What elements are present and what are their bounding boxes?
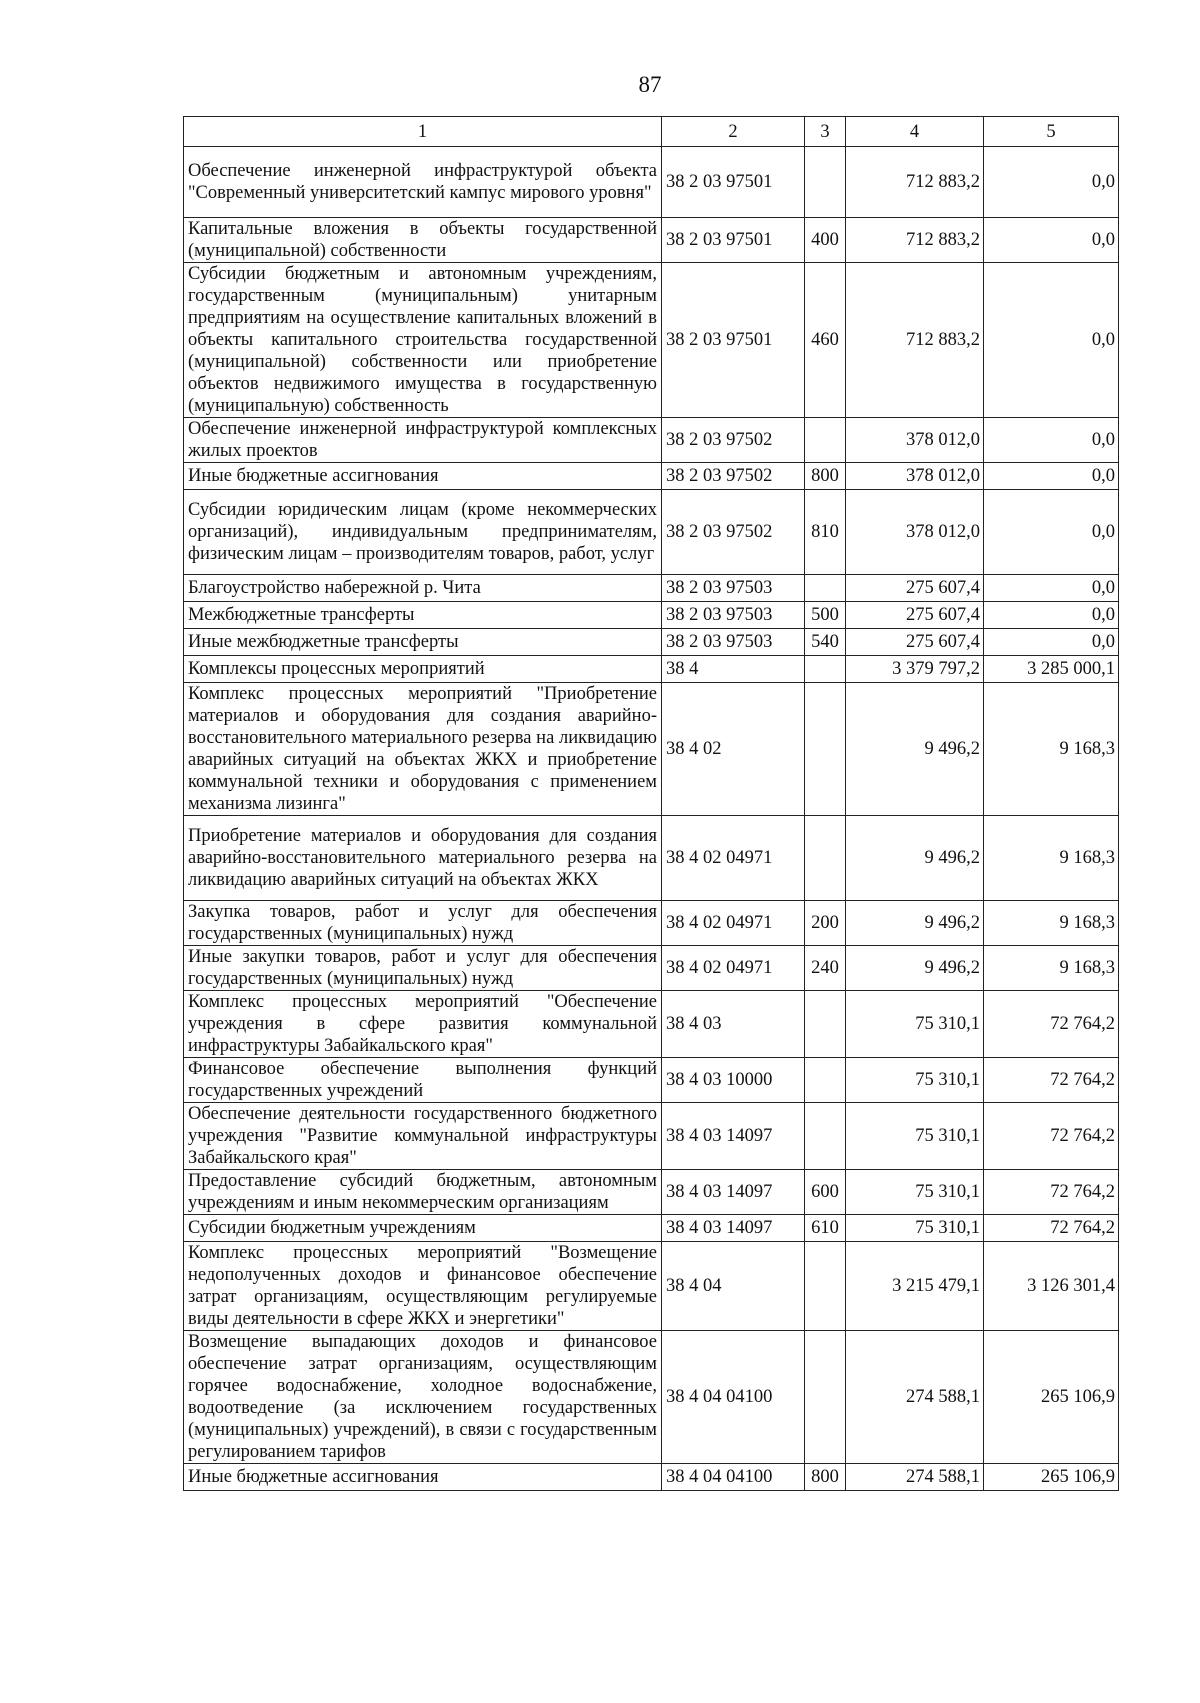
column-header: 4 [846,117,984,147]
row-type-cell [805,683,846,816]
row-name-cell: Благоустройство набережной р. Чита [184,575,662,602]
row-type-cell: 810 [805,490,846,575]
row-value-2023-cell: 9 496,2 [846,816,984,901]
row-value-2023-cell: 75 310,1 [846,1058,984,1103]
row-code-cell: 38 2 03 97502 [662,463,805,490]
row-value-2024-cell: 0,0 [984,218,1119,263]
row-type-cell: 600 [805,1170,846,1215]
row-value-2024-cell: 72 764,2 [984,1103,1119,1170]
row-type-cell [805,1331,846,1464]
row-value-2024-cell: 0,0 [984,418,1119,463]
column-header: 1 [184,117,662,147]
table-row [184,1103,1119,1170]
row-value-2023-cell: 378 012,0 [846,418,984,463]
row-code-cell: 38 2 03 97503 [662,629,805,656]
row-value-2024-cell: 72 764,2 [984,1215,1119,1242]
row-value-2024-cell: 0,0 [984,575,1119,602]
table-row [184,463,1119,490]
table-row [184,683,1119,816]
row-name-cell: Комплекс процессных мероприятий "Приобретение материалов и оборудования для создания аварийно-восстановительного материального резерва на ликвидацию аварийных ситуаций на объектах ЖКХ и приобретение коммунальной техники и оборудования с применением механизма лизинга" [184,683,662,816]
row-code-cell: 38 4 02 04971 [662,816,805,901]
row-code-cell: 38 2 03 97501 [662,147,805,218]
table-row [184,1170,1119,1215]
table-row [184,1331,1119,1464]
row-code-cell: 38 4 02 [662,683,805,816]
row-code-cell: 38 4 03 [662,991,805,1058]
column-header: 5 [984,117,1119,147]
row-name-cell: Предоставление субсидий бюджетным, автономным учреждениям и иным некоммерческим организациям [184,1170,662,1215]
row-type-cell: 610 [805,1215,846,1242]
table-row [184,991,1119,1058]
row-type-cell [805,1058,846,1103]
row-name-cell: Обеспечение инженерной инфраструктурой комплексных жилых проектов [184,418,662,463]
row-value-2023-cell: 75 310,1 [846,1103,984,1170]
row-code-cell: 38 2 03 97503 [662,602,805,629]
row-code-cell: 38 4 [662,656,805,683]
row-type-cell: 460 [805,263,846,418]
row-value-2023-cell: 274 588,1 [846,1331,984,1464]
row-code-cell: 38 2 03 97502 [662,418,805,463]
row-value-2023-cell: 712 883,2 [846,263,984,418]
row-value-2023-cell: 3 215 479,1 [846,1242,984,1331]
table-row [184,1215,1119,1242]
row-name-cell: Субсидии бюджетным и автономным учреждениям, государственным (муниципальным) унитарным предприятиям на осуществление капитальных вложений в объекты капитального строительства государственной (муниципальной) собственности или приобретение объектов недвижимого имущества в государственную (муниципальную) собственность [184,263,662,418]
row-code-cell: 38 4 03 14097 [662,1103,805,1170]
table-row [184,656,1119,683]
table-row [184,1464,1119,1491]
row-name-cell: Субсидии бюджетным учреждениям [184,1215,662,1242]
row-value-2024-cell: 265 106,9 [984,1464,1119,1491]
table-row [184,147,1119,218]
table-row [184,575,1119,602]
row-value-2023-cell: 275 607,4 [846,602,984,629]
row-name-cell: Иные бюджетные ассигнования [184,463,662,490]
row-value-2024-cell: 9 168,3 [984,816,1119,901]
row-value-2024-cell: 3 285 000,1 [984,656,1119,683]
row-value-2024-cell: 3 126 301,4 [984,1242,1119,1331]
row-code-cell: 38 4 04 04100 [662,1331,805,1464]
row-type-cell [805,816,846,901]
row-code-cell: 38 4 03 14097 [662,1170,805,1215]
table-row [184,602,1119,629]
row-value-2024-cell: 72 764,2 [984,991,1119,1058]
table-row [184,263,1119,418]
row-value-2023-cell: 712 883,2 [846,147,984,218]
row-name-cell: Субсидии юридическим лицам (кроме некоммерческих организаций), индивидуальным предпринимателям, физическим лицам – производителям товаров, работ, услуг [184,490,662,575]
row-code-cell: 38 4 04 [662,1242,805,1331]
row-name-cell: Обеспечение деятельности государственного бюджетного учреждения "Развитие коммунальной инфраструктуры Забайкальского края" [184,1103,662,1170]
row-value-2023-cell: 378 012,0 [846,463,984,490]
row-value-2024-cell: 72 764,2 [984,1170,1119,1215]
row-type-cell: 500 [805,602,846,629]
table-row [184,901,1119,946]
row-value-2023-cell: 275 607,4 [846,575,984,602]
row-name-cell: Возмещение выпадающих доходов и финансовое обеспечение затрат организациям, осуществляющим горячее водоснабжение, холодное водоснабжение, водоотведение (за исключением государственных (муниципальных) учреждений), в связи с государственным регулированием тарифов [184,1331,662,1464]
row-name-cell: Комплексы процессных мероприятий [184,656,662,683]
row-value-2024-cell: 0,0 [984,463,1119,490]
row-type-cell [805,1242,846,1331]
row-type-cell: 200 [805,901,846,946]
table-row [184,418,1119,463]
row-code-cell: 38 2 03 97502 [662,490,805,575]
row-code-cell: 38 4 03 14097 [662,1215,805,1242]
row-code-cell: 38 4 04 04100 [662,1464,805,1491]
row-name-cell: Обеспечение инженерной инфраструктурой объекта "Современный университетский кампус мирового уровня" [184,147,662,218]
table-row [184,946,1119,991]
page-number: 87 [638,72,662,97]
row-value-2024-cell: 0,0 [984,602,1119,629]
row-value-2023-cell: 75 310,1 [846,1215,984,1242]
table-header-row [184,117,1119,147]
row-value-2023-cell: 9 496,2 [846,946,984,991]
row-value-2024-cell: 9 168,3 [984,946,1119,991]
row-name-cell: Комплекс процессных мероприятий "Обеспечение учреждения в сфере развития коммунальной инфраструктуры Забайкальского края" [184,991,662,1058]
row-type-cell [805,991,846,1058]
row-code-cell: 38 2 03 97501 [662,218,805,263]
table-row [184,1058,1119,1103]
row-value-2024-cell: 72 764,2 [984,1058,1119,1103]
row-name-cell: Иные бюджетные ассигнования [184,1464,662,1491]
row-value-2024-cell: 265 106,9 [984,1331,1119,1464]
row-value-2023-cell: 9 496,2 [846,683,984,816]
table-row [184,490,1119,575]
row-name-cell: Иные закупки товаров, работ и услуг для обеспечения государственных (муниципальных) нужд [184,946,662,991]
row-type-cell: 240 [805,946,846,991]
row-code-cell: 38 2 03 97503 [662,575,805,602]
row-value-2024-cell: 0,0 [984,263,1119,418]
row-type-cell [805,418,846,463]
row-value-2023-cell: 3 379 797,2 [846,656,984,683]
row-code-cell: 38 2 03 97501 [662,263,805,418]
column-header: 3 [805,117,846,147]
row-value-2023-cell: 378 012,0 [846,490,984,575]
row-value-2024-cell: 0,0 [984,147,1119,218]
row-value-2023-cell: 9 496,2 [846,901,984,946]
row-value-2023-cell: 75 310,1 [846,1170,984,1215]
row-value-2023-cell: 274 588,1 [846,1464,984,1491]
row-value-2024-cell: 9 168,3 [984,901,1119,946]
row-code-cell: 38 4 02 04971 [662,946,805,991]
table-row [184,1242,1119,1331]
row-name-cell: Межбюджетные трансферты [184,602,662,629]
row-value-2023-cell: 275 607,4 [846,629,984,656]
row-name-cell: Финансовое обеспечение выполнения функций государственных учреждений [184,1058,662,1103]
table-row [184,816,1119,901]
row-name-cell: Иные межбюджетные трансферты [184,629,662,656]
row-value-2024-cell: 9 168,3 [984,683,1119,816]
row-type-cell [805,1103,846,1170]
column-header: 2 [662,117,805,147]
row-type-cell [805,575,846,602]
row-name-cell: Капитальные вложения в объекты государственной (муниципальной) собственности [184,218,662,263]
budget-table [183,116,1119,1491]
table-row [184,629,1119,656]
row-name-cell: Закупка товаров, работ и услуг для обеспечения государственных (муниципальных) нужд [184,901,662,946]
row-type-cell: 540 [805,629,846,656]
row-name-cell: Комплекс процессных мероприятий "Возмещение недополученных доходов и финансовое обеспечение затрат организациям, осуществляющим регулируемые виды деятельности в сфере ЖКХ и энергетики" [184,1242,662,1331]
row-value-2024-cell: 0,0 [984,629,1119,656]
row-name-cell: Приобретение материалов и оборудования для создания аварийно-восстановительного материального резерва на ликвидацию аварийных ситуаций на объектах ЖКХ [184,816,662,901]
table-row [184,218,1119,263]
row-type-cell: 400 [805,218,846,263]
row-value-2023-cell: 75 310,1 [846,991,984,1058]
row-type-cell [805,147,846,218]
row-value-2024-cell: 0,0 [984,490,1119,575]
row-type-cell: 800 [805,1464,846,1491]
row-type-cell [805,656,846,683]
row-value-2023-cell: 712 883,2 [846,218,984,263]
row-type-cell: 800 [805,463,846,490]
row-code-cell: 38 4 02 04971 [662,901,805,946]
row-code-cell: 38 4 03 10000 [662,1058,805,1103]
